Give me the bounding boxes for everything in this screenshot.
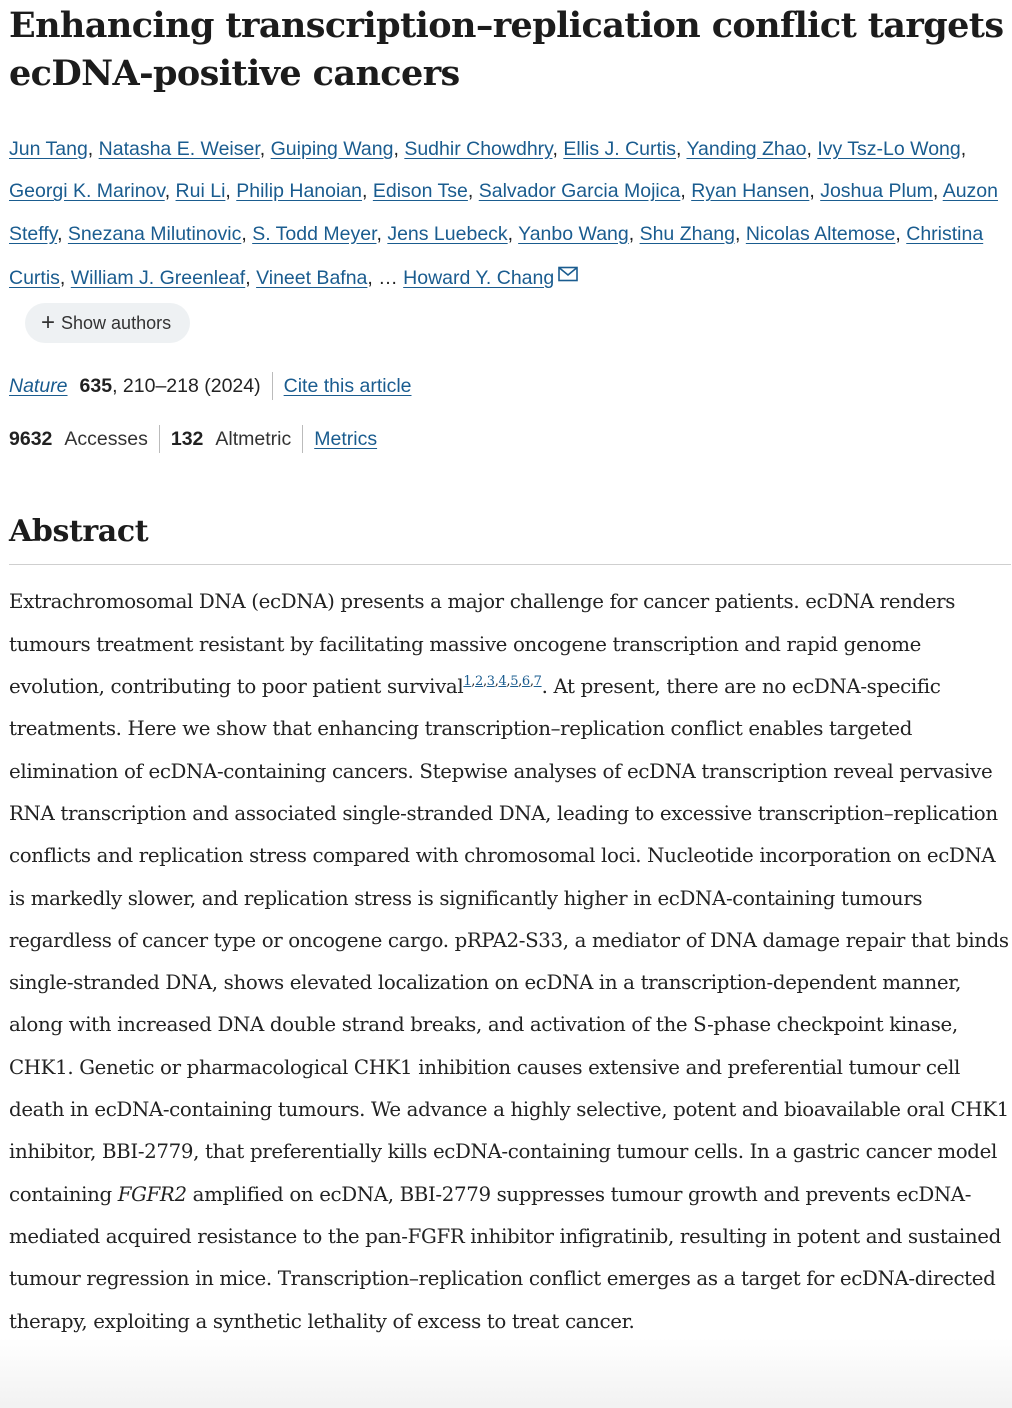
- pages-year: , 210–218 (2024): [112, 374, 261, 397]
- author-separator: ,: [259, 138, 271, 160]
- accesses-label: Accesses: [64, 427, 148, 450]
- author-link-last[interactable]: Howard Y. Chang: [403, 266, 555, 289]
- author-link[interactable]: Christina Curtis: [9, 222, 984, 289]
- author-separator: ,: [680, 180, 692, 203]
- author-separator: ,: [376, 222, 388, 245]
- author-link[interactable]: Shu Zhang: [639, 222, 735, 245]
- author-link[interactable]: Rui Li: [175, 180, 226, 203]
- author-link[interactable]: Philip Hanoian: [236, 180, 363, 203]
- author-link[interactable]: Nicolas Altemose: [745, 222, 896, 245]
- author-list: [9, 128, 1009, 345]
- author-link[interactable]: Ellis J. Curtis: [563, 138, 676, 160]
- author-separator: ,: [895, 222, 907, 245]
- reference-separator: ,: [482, 674, 487, 690]
- reference-separator: ,: [494, 674, 499, 690]
- author-separator: ,: [467, 180, 479, 203]
- reference-separator: ,: [518, 674, 522, 690]
- author-link[interactable]: Edison Tse: [372, 180, 468, 203]
- author-link[interactable]: Jun Tang: [9, 138, 88, 160]
- reference-list: [463, 674, 541, 689]
- author-link[interactable]: Guiping Wang: [270, 138, 394, 160]
- author-link[interactable]: Jens Luebeck: [387, 222, 508, 245]
- reference-link[interactable]: 2: [475, 674, 483, 690]
- author-link[interactable]: Ryan Hansen: [691, 180, 810, 203]
- abstract-divider: [9, 564, 1011, 565]
- altmetric-count: 132: [170, 427, 204, 450]
- author-link[interactable]: Salvador Garcia Mojica: [478, 180, 681, 203]
- author-separator: ,: [507, 222, 519, 245]
- author-link[interactable]: Sudhir Chowdhry: [404, 138, 553, 160]
- author-separator: ,: [552, 138, 564, 160]
- author-link[interactable]: Yanding Zhao: [686, 138, 807, 160]
- author-ellipsis: …: [378, 266, 398, 289]
- volume: 635: [79, 374, 113, 397]
- divider: [272, 372, 273, 400]
- author-link[interactable]: Auzon Steffy: [9, 180, 998, 245]
- reference-link[interactable]: 7: [533, 674, 542, 690]
- gene-name: FGFR2: [117, 1182, 187, 1206]
- abstract-part-2: . At present, there are no ecDNA-specific treatments. Here we show that enhancing transcription–replication conflict enables targeted elimination of ecDNA-containing cancers. Stepwise analyses of ecDNA transcription reveal pervasive RNA transcription and associated single-stranded DNA, leading to excessive transcription–replication conflicts and replication stress compared with chromosomal loci. Nucleotide incorporation on ecDNA is markedly slower, and replication stress is significantly higher in ecDNA-containing tumours regardless of cancer type or oncogene cargo. pRPA2-S33, a mediator of DNA damage repair that binds single-stranded DNA, shows elevated localization on ecDNA in a transcription-dependent manner, along with increased DNA double strand breaks, and activation of the S-phase checkpoint kinase, CHK1. Genetic or pharmacological CHK1 inhibition causes extensive and preferential tumour cell death in ecDNA-containing tumours. We advance a highly selective, potent and bioavailable oral CHK1 inhibitor, BBI-2779, that preferentially kills ecDNA-containing tumour cells. In a gastric cancer model containing: [9, 675, 1009, 1206]
- divider: [302, 425, 303, 453]
- article-header: [9, 0, 1009, 1363]
- author-link[interactable]: Vineet Bafna: [256, 266, 368, 289]
- author-separator: ,: [241, 222, 253, 245]
- reference-separator: ,: [506, 674, 511, 690]
- author-link[interactable]: Joshua Plum: [820, 180, 933, 203]
- plus-icon: +: [41, 309, 56, 337]
- accesses-count: 9632: [9, 427, 53, 450]
- reference-link[interactable]: 5: [510, 674, 519, 690]
- author-link[interactable]: Snezana Milutinovic: [67, 222, 242, 245]
- altmetric-label: Altmetric: [215, 427, 292, 450]
- article-title: Enhancing transcription–replication conflict targets ecDNA-positive cancers: [9, 5, 1004, 94]
- abstract-text: [9, 581, 1009, 1342]
- author-separator: ,: [87, 138, 99, 160]
- author-separator: ,: [393, 138, 405, 160]
- author-link[interactable]: William J. Greenleaf: [70, 266, 246, 289]
- abstract-part-3: amplified on ecDNA, BBI-2779 suppresses tumour growth and prevents ecDNA-mediated acquired resistance to the pan-FGFR inhibitor infigratinib, resulting in potent and sustained tumour regression in mice. Transcription–replication conflict emerges as a target for ecDNA-directed therapy, exploiting a synthetic lethality of excess to treat cancer.: [9, 1182, 1001, 1333]
- divider: [159, 425, 160, 453]
- author-separator: ,: [164, 180, 176, 203]
- metrics-link[interactable]: Metrics: [314, 427, 378, 450]
- show-authors-label: Show authors: [61, 313, 172, 334]
- author-separator: ,: [245, 266, 257, 289]
- reference-separator: ,: [529, 674, 534, 690]
- citation-line: [9, 371, 1009, 401]
- abstract-heading: Abstract: [9, 514, 149, 550]
- author-separator: ,: [932, 180, 943, 203]
- journal-link[interactable]: Nature: [9, 374, 68, 397]
- author-separator: ,: [367, 266, 379, 289]
- metrics-line: [9, 424, 1009, 454]
- show-authors-button[interactable]: [25, 303, 190, 343]
- author-separator: ,: [809, 180, 821, 203]
- author-separator: ,: [59, 266, 71, 289]
- author-link[interactable]: Ivy Tsz-Lo Wong: [817, 138, 961, 160]
- reference-separator: ,: [471, 674, 476, 690]
- mail-icon[interactable]: [558, 255, 578, 297]
- author-separator: ,: [960, 138, 967, 160]
- reference-link[interactable]: 1: [463, 674, 472, 690]
- bottom-fade: [0, 1338, 1012, 1408]
- author-separator: ,: [57, 222, 68, 245]
- author-separator: ,: [225, 180, 237, 203]
- author-separator: ,: [676, 138, 687, 160]
- author-link[interactable]: Georgi K. Marinov: [9, 180, 165, 203]
- author-separator: ,: [362, 180, 373, 203]
- author-link[interactable]: S. Todd Meyer: [252, 222, 377, 245]
- author-separator: ,: [806, 138, 818, 160]
- reference-link[interactable]: 4: [498, 674, 507, 690]
- reference-link[interactable]: 6: [521, 674, 530, 690]
- abstract-part-1: Extrachromosomal DNA (ecDNA) presents a major challenge for cancer patients. ecDNA renders tumours treatment resistant by facilitating massive oncogene transcription and rapid genome evolution, contributing to poor patient survival: [9, 590, 956, 699]
- reference-link[interactable]: 3: [486, 674, 495, 690]
- author-link[interactable]: Yanbo Wang: [518, 222, 629, 245]
- author-separator: ,: [628, 222, 640, 245]
- cite-article-link[interactable]: Cite this article: [283, 374, 412, 397]
- author-separator: ,: [734, 222, 746, 245]
- author-link[interactable]: Natasha E. Weiser: [98, 138, 260, 160]
